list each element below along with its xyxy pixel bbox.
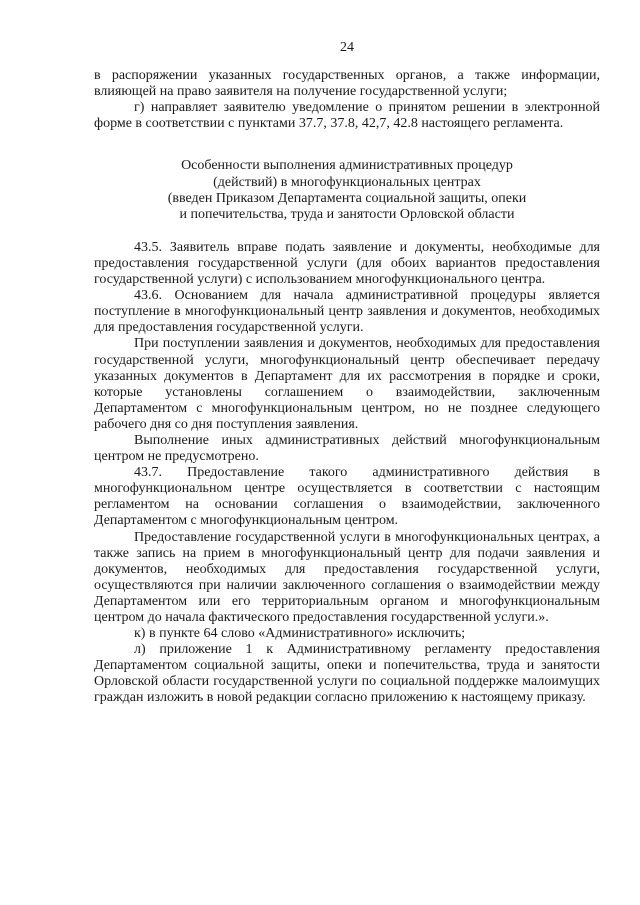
paragraph-43-5: 43.5. Заявитель вправе подать заявление и документы, необходимые для предоставления государственной услуги (для обоих вариантов предоставления государственной услуги) с использованием многофункционального центра. xyxy=(94,239,600,288)
heading-line: (действий) в многофункциональных центрах xyxy=(213,174,481,190)
heading-line: и попечительства, труда и занятости Орловской области xyxy=(179,206,515,222)
paragraph-item-l: л) приложение 1 к Административному регламенту предоставления Департаментом социальной защиты, опеки и попечительства, труда и занятости Орловской области государственной услуги по социальной поддержке малоимущих граждан изложить в новой редакции согласно приложению к настоящему приказу. xyxy=(94,642,600,706)
page-number: 24 xyxy=(340,40,354,55)
section-heading xyxy=(94,158,600,222)
paragraph-transfer: При поступлении заявления и документов, необходимых для предоставления государственной услуги, многофункциональный центр обеспечивает передачу указанных документов в Департамент для их рассмотрения в порядке и сроки, которые установлены соглашением о взаимодействии, заключенным Департаментом с многофункциональным центром, но не позднее следующего рабочего дня со дня поступления заявления. xyxy=(94,336,600,432)
paragraph-item-g: г) направляет заявителю уведомление о принятом решении в электронной форме в соответствии с пунктами 37.7, 37.8, 42,7, 42.8 настоящего регламента. xyxy=(94,100,600,132)
heading-line: (введен Приказом Департамента социальной защиты, опеки xyxy=(167,190,527,206)
paragraph-43-6: 43.6. Основанием для начала административной процедуры является поступление в многофункциональный центр заявления и документов, необходимых для предоставления государственной услуги. xyxy=(94,288,600,336)
heading-line: Особенности выполнения административных процедур xyxy=(181,158,513,174)
paragraph-43-7: 43.7. Предоставление такого административного действия в многофункциональном центре осуществляется в соответствии с настоящим регламентом на основании соглашения о взаимодействии, заключенного Департаментом с многофункциональным центром. xyxy=(94,465,600,529)
paragraph-item-k: к) в пункте 64 слово «Административного» исключить; xyxy=(134,626,466,642)
paragraph-provision: Предоставление государственной услуги в многофункциональных центрах, а также запись на прием в многофункциональный центр для подачи заявления и документов, необходимых для предоставления государственной услуги, осуществляются при наличии заключенного соглашения о взаимодействии между Департаментом или его территориальным органом и многофункциональным центром до начала фактического предоставления государственной услуги.». xyxy=(94,529,600,625)
paragraph-continuation: в распоряжении указанных государственных органов, а также информации, влияющей на право заявителя на получение государственной услуги; xyxy=(94,68,600,100)
paragraph-other-actions: Выполнение иных административных действий многофункциональным центром не предусмотрено. xyxy=(94,432,600,465)
